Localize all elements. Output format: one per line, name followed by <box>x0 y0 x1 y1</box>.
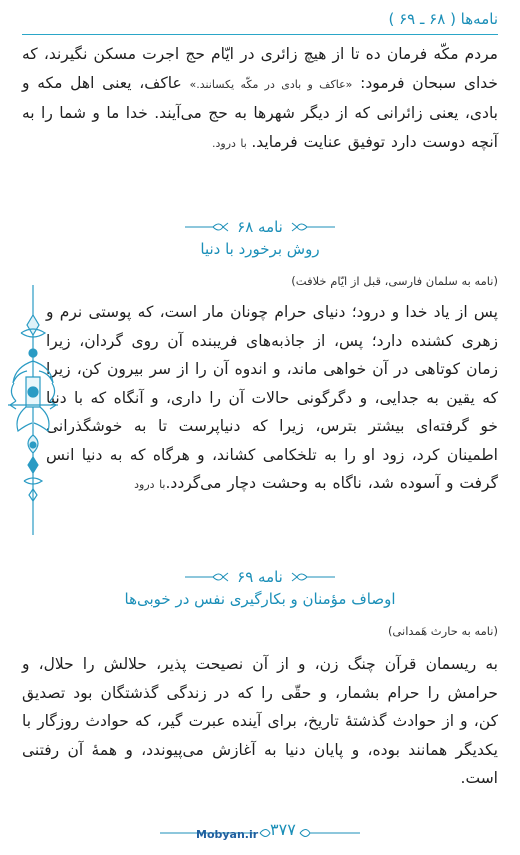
flourish-icon <box>183 570 231 584</box>
flourish-icon <box>289 570 337 584</box>
letter-69-text: به ریسمان قرآن چنگ زن، و از آن نصیحت پذیر، حلالش را حلال، و حرامش را حرام بشمار، و حقّی را که در زندگی گذشتگان بود تصدیق کن، و از حوادث گذشتۀ تاریخ، برای آینده عبرت گیر، که حوادث روزگار با یکدیگر همانند بوده، و پایان دنیا به آغازش می‌پیوندد، و همۀ آن رفتنی است. <box>22 655 498 787</box>
flourish-icon <box>183 220 231 234</box>
site-brand: Mobyan.ir <box>196 828 259 841</box>
letter-68-salutation: با درود <box>134 478 166 491</box>
letter-68-title: نامه ۶۸ <box>237 218 283 236</box>
letter-68-subtitle: روش برخورد با دنیا <box>200 240 320 258</box>
page-footer <box>0 816 520 846</box>
letter-68-text: پس از یاد خدا و درود؛ دنیای حرام چونان مار است، که پوستی نرم و زهری کشنده دارد؛ پس، از جاذبه‌های فریبنده آن روی گردان، زیرا زمان کوتاهی در آن خواهی ماند، و اندوه آن را از سر بیرون کن، زیرا که یقین به جدایی، و دگرگونی حالات آن را داری، و آنگاه که با دنیا خو گرفته‌ای بیشتر بترس، زیرا که دنیاپرست تا به خوشگذرانی اطمینان کرد، زود او را به تلخکامی کشاند، و هرگاه که به دنیا انس گرفت و آسوده شد، ناگاه به وحشت دچار می‌گردد. <box>46 303 498 492</box>
intro-salutation: با درود. <box>212 136 252 150</box>
letter-69-note: (نامه به حارث هَمدانی) <box>387 624 498 638</box>
page-header <box>22 8 498 35</box>
letter-68-note: (نامه به سلمان فارسی، قبل از ایّام خلافت) <box>291 274 498 288</box>
letter-69-title: نامه ۶۹ <box>237 568 283 586</box>
letter-69-subtitle: اوصاف مؤمنان و بکارگیری نفس در خوبی‌ها <box>124 590 396 608</box>
footer-ornament-icon <box>160 826 360 840</box>
intro-text-2: عاکف، یعنی اهل مکه و بادی، یعنی زائرانی که از دیگر شهرها به حج می‌آیند. خدا ما و شما را به آنچه دوست دارد توفیق عنایت فرماید. <box>22 73 498 151</box>
letter-68-heading <box>0 218 520 258</box>
letter-69-body <box>22 650 498 793</box>
letter-68-body <box>46 298 498 500</box>
page-number: ۳۷۷ <box>270 820 296 839</box>
intro-paragraph <box>22 40 498 158</box>
flourish-icon <box>289 220 337 234</box>
quran-quote: «عاکف و بادی در مکّه یکسانند.» <box>189 77 353 91</box>
running-title: نامه‌ها ( ۶۸ ـ ۶۹ ) <box>388 10 498 28</box>
letter-69-heading <box>0 568 520 608</box>
intro-text-1: مردم مکّه فرمان ده تا از هیچ زائری در ایّام حج اجرت مسکن نگیرند، که خدای سبحان فرمود: <box>22 45 498 92</box>
arabesque-ornament-icon <box>4 285 62 535</box>
